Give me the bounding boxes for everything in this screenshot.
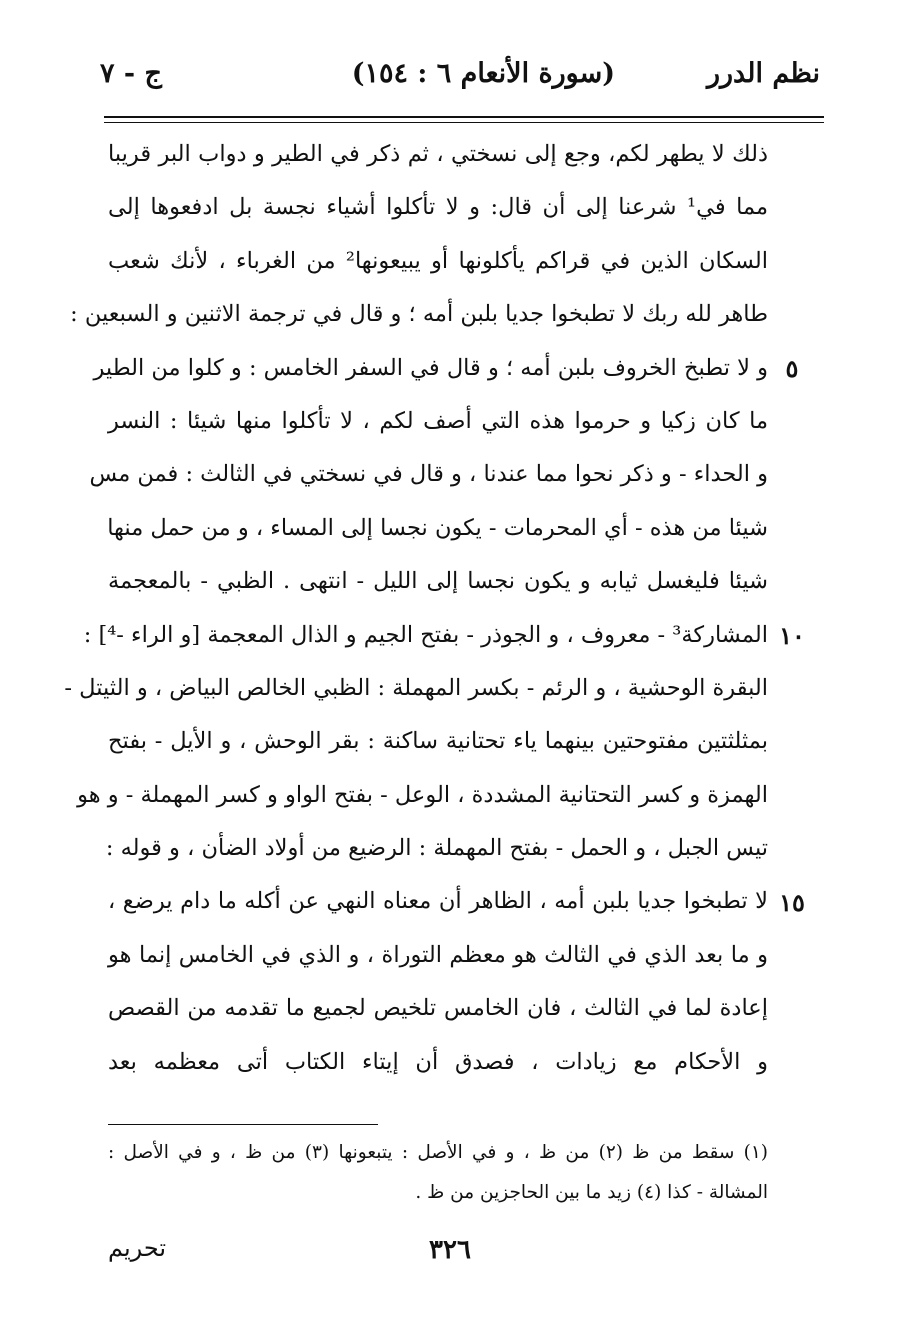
- text-line: لا تطبخوا جديا بلبن أمه ، الظاهر أن معناه النهي عن أكله ما دام يرضع ،: [108, 888, 768, 915]
- line-number-15: ١٥: [779, 887, 805, 917]
- text-line: إعادة لما في الثالث ، فان الخامس تلخيص لجميع ما تقدمه من القصص: [108, 995, 768, 1022]
- header-rule-thick: [104, 116, 824, 118]
- text-line: المشاركة³ - معروف ، و الجوذر - بفتح الجيم و الذال المعجمة [و الراء -⁴] :: [83, 621, 768, 648]
- text-line: ما كان زكيا و حرموا هذه التي أصف لكم ، لا تأكلوا منها شيئا : النسر: [108, 407, 768, 434]
- text-line: ذلك لا يطهر لكم، وجع إلى نسختي ، ثم ذكر في الطير و دواب البر قريبا: [108, 141, 768, 167]
- text-line: البقرة الوحشية ، و الرئم - بكسر المهملة : الظبي الخالص البياض ، و الثيتل -: [64, 674, 768, 701]
- text-line: مما في¹ شرعنا إلى أن قال: و لا تأكلوا أشياء نجسة بل ادفعوها إلى: [108, 194, 769, 221]
- header-rule-thin: [104, 122, 824, 123]
- text-line: شيئا فليغسل ثيابه و يكون نجسا إلى الليل - انتهى . الظبي - بالمعجمة: [108, 568, 768, 595]
- footnote-separator: [108, 1124, 378, 1125]
- text-line: السكان الذين في قراكم يأكلونها أو يبيعونها² من الغرباء ، لأنك شعب: [108, 247, 768, 274]
- footnote-line: (١) سقط من ظ (٢) من ظ ، و في الأصل : يتبعونها (٣) من ظ ، و في الأصل :: [108, 1142, 768, 1163]
- text-line: بمثلثتين مفتوحتين بينهما ياء تحتانية ساكنة : بقر الوحش ، و الأيل - بفتح: [108, 728, 768, 755]
- page-number: ٣٢٦: [429, 1235, 471, 1265]
- text-line: و الأحكام مع زيادات ، فصدق أن إيتاء الكتاب أتى معظمه بعد: [108, 1048, 768, 1075]
- text-line: و لا تطبخ الخروف بلبن أمه ؛ و قال في السفر الخامس : و كلوا من الطير: [93, 354, 768, 381]
- book-title: نظم الدرر: [706, 58, 820, 89]
- footnotes: [108, 1133, 768, 1213]
- text-line: الهمزة و كسر التحتانية المشددة ، الوعل - بفتح الواو و كسر المهملة - و هو: [77, 781, 768, 808]
- surah-reference: (سورة الأنعام ٦ : ١٥٤): [351, 58, 615, 89]
- line-number-5: ٥: [785, 353, 799, 383]
- volume-number: ج - ٧: [100, 58, 162, 89]
- footnote-line: المشالة - كذا (٤) زيد ما بين الحاجزين من ظ .: [415, 1182, 768, 1203]
- catchword: تحريم: [108, 1234, 167, 1262]
- text-line: و الحداء - و ذكر نحوا مما عندنا ، و قال في نسختي في الثالث : فمن مس: [89, 461, 768, 488]
- text-line: و ما بعد الذي في الثالث هو معظم التوراة ، و الذي في الخامس إنما هو: [108, 941, 768, 968]
- main-text: [64, 128, 769, 1089]
- running-header: [100, 58, 820, 106]
- text-line: شيئا من هذه - أي المحرمات - يكون نجسا إلى المساء ، و من حمل منها: [107, 514, 768, 541]
- text-line: طاهر لله ربك لا تطبخوا جديا بلبن أمه ؛ و قال في ترجمة الاثنين و السبعين :: [70, 301, 768, 328]
- line-number-10: ١٠: [779, 620, 805, 650]
- text-line: تيس الجبل ، و الحمل - بفتح المهملة : الرضيع من أولاد الضأن ، و قوله :: [105, 835, 768, 862]
